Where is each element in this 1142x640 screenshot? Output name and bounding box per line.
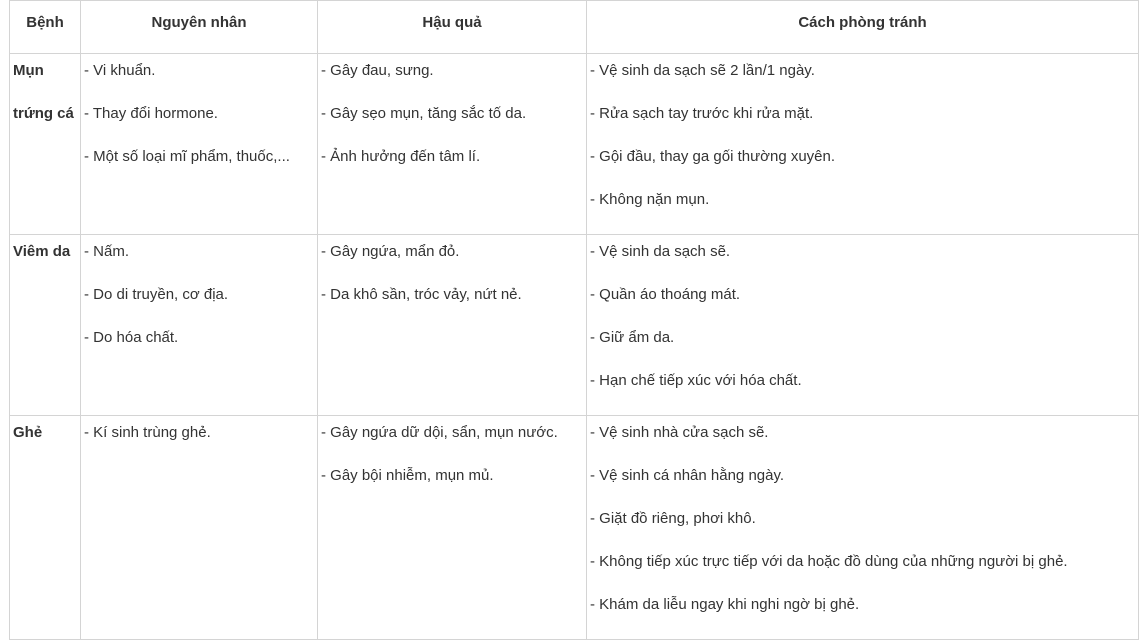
disease-cell [10, 235, 81, 416]
disease-name: Viêm da [13, 243, 71, 260]
prevention-item: - Khám da liễu ngay khi nghi ngờ bị ghẻ. [590, 596, 860, 613]
prevention-item: - Giặt đồ riêng, phơi khô. [590, 510, 756, 527]
header-causes: Nguyên nhân [81, 1, 318, 54]
prevention-item: - Rửa sạch tay trước khi rửa mặt. [590, 105, 814, 122]
prevention-item: - Vệ sinh cá nhân hằng ngày. [590, 467, 785, 484]
cause-item: - Vi khuẩn. [84, 62, 156, 79]
effects-cell [318, 54, 587, 235]
effect-item: - Gây ngứa dữ dội, sẩn, mụn nước. [321, 424, 558, 441]
disease-cell [10, 416, 81, 640]
cause-item: - Thay đổi hormone. [84, 105, 218, 122]
table-row [10, 235, 1139, 416]
cause-item: - Do hóa chất. [84, 329, 179, 346]
effect-item: - Gây bội nhiễm, mụn mủ. [321, 467, 494, 484]
prevention-item: - Giữ ẩm da. [590, 329, 675, 346]
header-disease: Bệnh [10, 1, 81, 54]
prevention-item: - Gội đầu, thay ga gối thường xuyên. [590, 148, 836, 165]
prevention-cell [587, 54, 1139, 235]
prevention-cell [587, 235, 1139, 416]
header-effects: Hậu quả [318, 1, 587, 54]
header-row [10, 1, 1139, 54]
disease-cell [10, 54, 81, 235]
effects-cell [318, 416, 587, 640]
prevention-item: - Vệ sinh da sạch sẽ. [590, 243, 731, 260]
cause-item: - Nấm. [84, 243, 129, 260]
cause-item: - Do di truyền, cơ địa. [84, 286, 229, 303]
table-row [10, 54, 1139, 235]
effect-item: - Gây ngứa, mẩn đỏ. [321, 243, 460, 260]
effect-item: - Gây đau, sưng. [321, 62, 434, 79]
prevention-item: - Không tiếp xúc trực tiếp với da hoặc đồ dùng của những người bị ghẻ. [590, 553, 1068, 570]
table-row [10, 416, 1139, 640]
effect-item: - Ảnh hưởng đến tâm lí. [321, 148, 481, 165]
prevention-item: - Không nặn mụn. [590, 191, 710, 208]
causes-cell [81, 54, 318, 235]
effect-item: - Gây sẹo mụn, tăng sắc tố da. [321, 105, 527, 122]
causes-cell [81, 416, 318, 640]
cause-item: - Một số loại mĩ phẩm, thuốc,... [84, 148, 290, 165]
disease-table [9, 0, 1139, 640]
prevention-cell [587, 416, 1139, 640]
prevention-item: - Quần áo thoáng mát. [590, 286, 741, 303]
disease-name: trứng cá [13, 105, 74, 122]
effect-item: - Da khô sần, tróc vảy, nứt nẻ. [321, 286, 522, 303]
prevention-item: - Vệ sinh nhà cửa sạch sẽ. [590, 424, 769, 441]
effects-cell [318, 235, 587, 416]
disease-name: Mụn [13, 62, 44, 79]
causes-cell [81, 235, 318, 416]
prevention-item: - Vệ sinh da sạch sẽ 2 lần/1 ngày. [590, 62, 815, 79]
header-prevention: Cách phòng tránh [587, 1, 1139, 54]
cause-item: - Kí sinh trùng ghẻ. [84, 424, 211, 441]
disease-name: Ghẻ [13, 424, 43, 441]
prevention-item: - Hạn chế tiếp xúc với hóa chất. [590, 372, 802, 389]
